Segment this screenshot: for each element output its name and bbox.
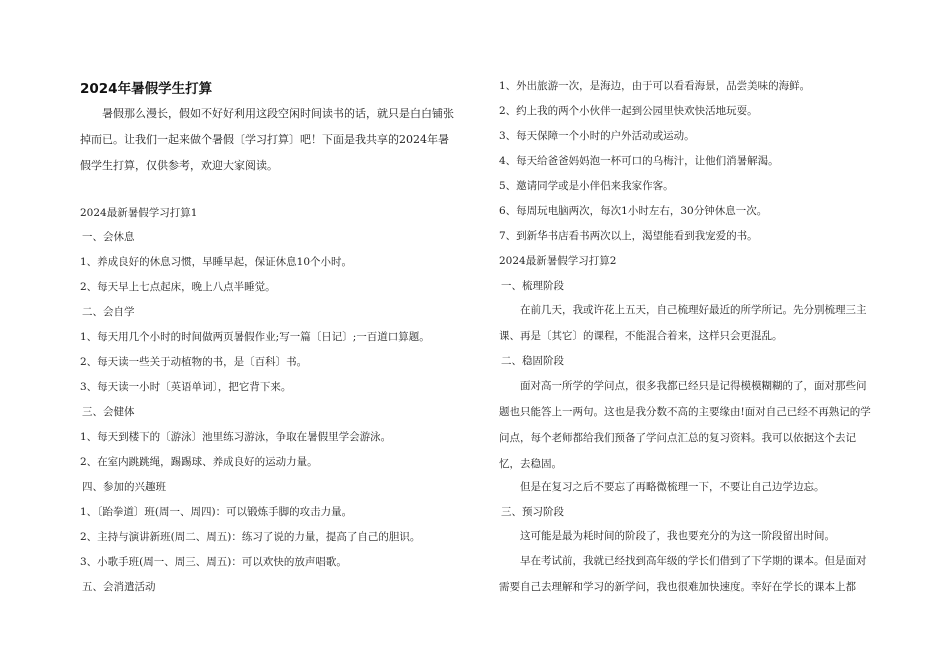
list-item: 3、每天保障一个小时的户外活动或运动。 [499, 130, 695, 142]
section-heading: 二、稳固阶段 [501, 355, 564, 367]
paragraph: 在前几天，我或许花上五天，自己梳理好最近的所学所记。先分别梳理三主课、再是〔其它〕的课程，不能混合着来，这样只会更混乱。 [499, 304, 867, 342]
section-heading: 二、会自学 [82, 306, 135, 318]
section-heading: 三、预习阶段 [501, 506, 564, 518]
intro-paragraph: 暑假那么漫长，假如不好好利用这段空闲时间读书的话，就只是白白铺张掉而已。让我们一起来做个暑假〔学习打算〕吧！下面是我共享的2024年暑假学生打算，仅供参考，欢迎大家阅读。 [80, 107, 454, 172]
list-item: 1、每天到楼下的〔游泳〕池里练习游泳，争取在暑假里学会游泳。 [80, 431, 392, 443]
list-item: 5、邀请同学或是小伴侣来我家作客。 [499, 180, 674, 192]
paragraph: 这可能是最为耗时间的阶段了，我也要充分的为这一阶段留出时间。 [520, 530, 835, 542]
list-item: 7、到新华书店看书两次以上，渴望能看到我宠爱的书。 [499, 230, 758, 242]
list-item: 1、外出旅游一次，是海边，由于可以看看海景，品尝美味的海鲜。 [499, 80, 811, 92]
plan-2-heading: 2024最新暑假学习打算2 [499, 255, 617, 267]
list-item: 2、主持与演讲新班(周二、周五)：练习了说的力量，提高了自己的胆识。 [80, 531, 421, 543]
section-heading: 一、梳理阶段 [501, 280, 564, 292]
paragraph: 面对高一所学的学问点，很多我都已经只是记得模模糊糊的了，面对那些问题也只能答上一两句。这也是我分数不高的主要缘由!面对自己已经不再熟记的学问点，每个老师都给我们预备了学问点汇总的复习资料。我可以依据这个去记忆，去稳固。 [499, 380, 871, 470]
list-item: 4、每天给爸爸妈妈泡一杯可口的乌梅汁，让他们消暑解渴。 [499, 155, 779, 167]
paragraph: 早在考试前，我就已经找到高年级的学长们借到了下学期的课本。但是面对需要自己去理解和学习的新学问，我也很难加快速度。幸好在学长的课本上都 [499, 555, 867, 593]
list-item: 2、每天读一些关于动植物的书，是〔百科〕书。 [80, 356, 308, 368]
document-title: 2024年暑假学生打算 [80, 81, 213, 97]
section-heading: 三、会健体 [82, 406, 135, 418]
list-item: 2、每天早上七点起床，晚上八点半睡觉。 [80, 281, 276, 293]
section-heading: 一、会休息 [82, 231, 135, 243]
section-heading: 四、参加的兴趣班 [82, 481, 166, 493]
list-item: 3、小歌手班(周一、周三、周五)：可以欢快的放声唱歌。 [80, 556, 347, 568]
list-item: 1、每天用几个小时的时间做两页暑假作业;写一篇〔日记〕;一百道口算题。 [80, 331, 430, 343]
list-item: 2、在室内跳跳绳，踢踢球、养成良好的运动力量。 [80, 456, 318, 468]
plan-1-heading: 2024最新暑假学习打算1 [80, 207, 198, 219]
section-heading: 五、会消遣活动 [82, 581, 156, 593]
list-item: 1、〔跆拳道〕班(周一、周四)：可以锻炼手脚的攻击力量。 [80, 506, 353, 518]
list-item: 2、约上我的两个小伙伴一起到公园里快欢快活地玩耍。 [499, 105, 758, 117]
list-item: 6、每周玩电脑两次，每次1小时左右，30分钟休息一次。 [499, 205, 768, 217]
paragraph: 但是在复习之后不要忘了再略微梳理一下，不要让自己边学边忘。 [520, 481, 825, 493]
list-item: 1、养成良好的休息习惯，早睡早起，保证休息10个小时。 [80, 256, 353, 268]
list-item: 3、每天读一小时〔英语单词〕，把它背下来。 [80, 381, 292, 393]
